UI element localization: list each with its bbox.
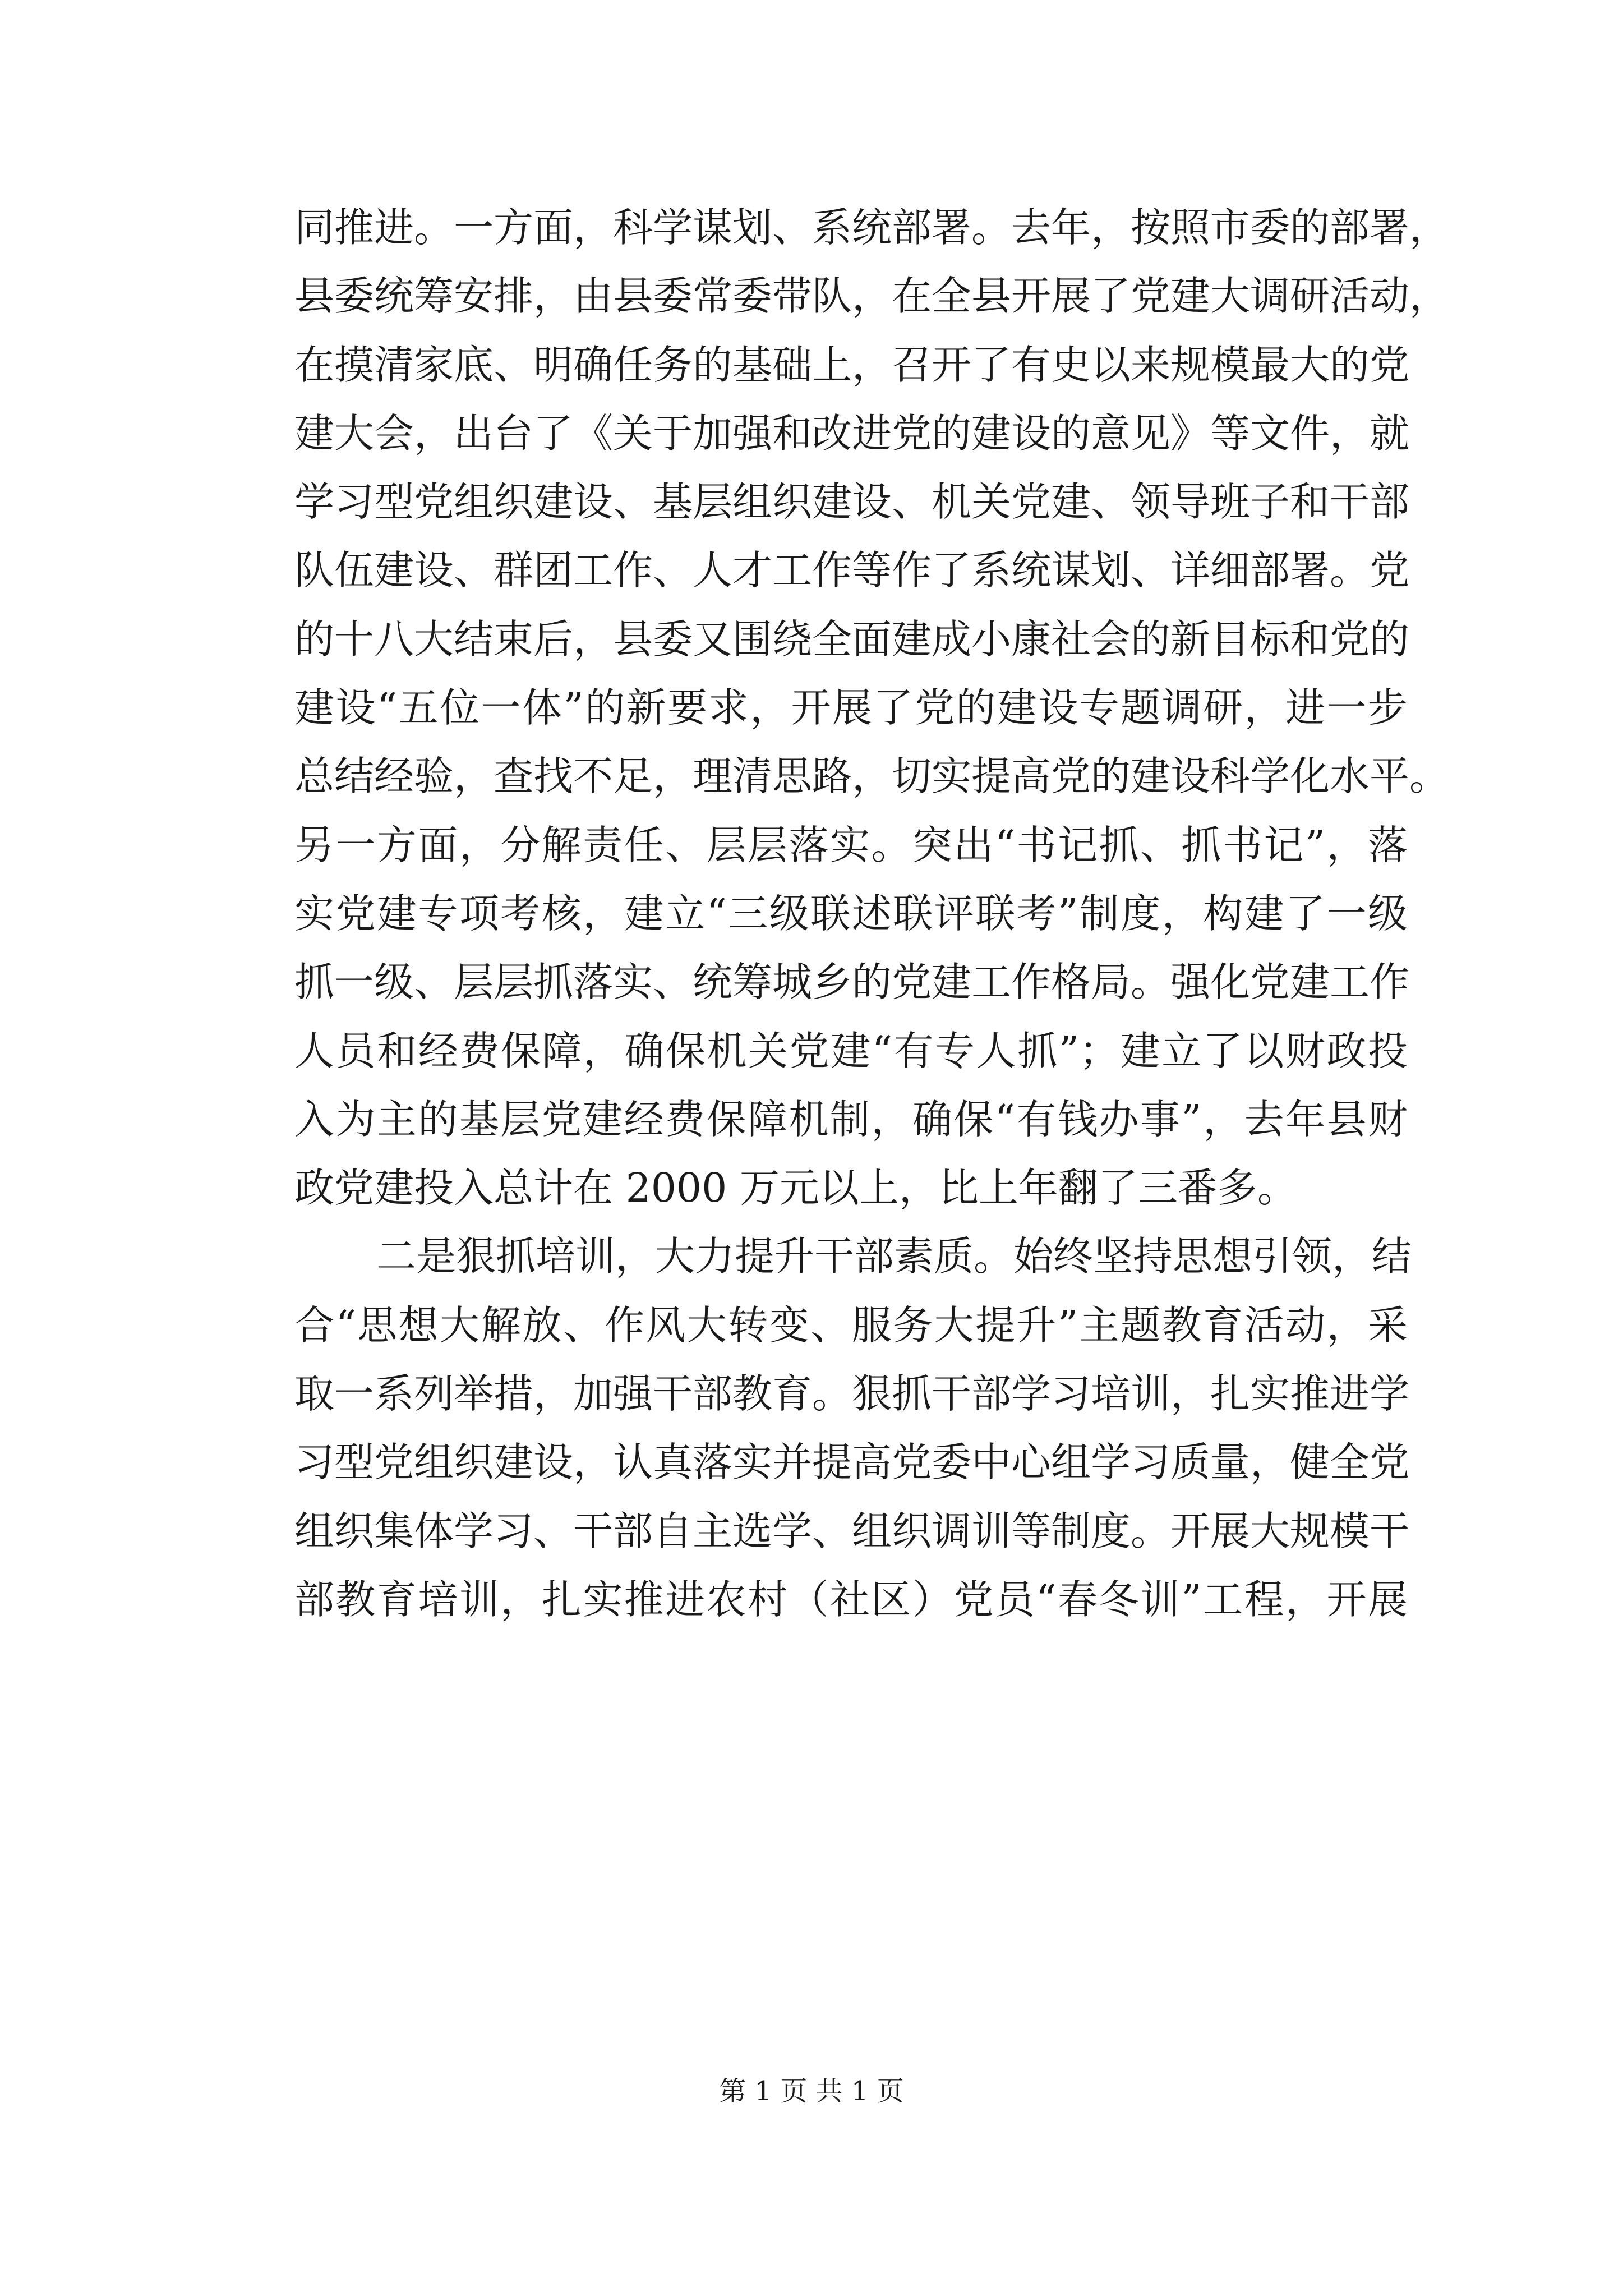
text-line-6: 队伍建设、群团工作、人才工作等作了系统谋划、详细部署。党 [294,547,1410,594]
text-line-15: 政党建投入总计在 2000 万元以上，比上年翻了三番多。 [294,1165,1297,1212]
text-line-3: 在摸清家底、明确任务的基础上，召开了有史以来规模最大的党 [294,341,1410,388]
page-footer [0,2074,1623,2108]
text-line-5: 学习型党组织建设、基层组织建设、机关党建、领导班子和干部 [294,478,1410,526]
text-line-12: 抓一级、层层抓落实、统筹城乡的党建工作格局。强化党建工作 [294,959,1410,1006]
text-line-18: 取一系列举措，加强干部教育。狠抓干部学习培训，扎实推进学 [294,1370,1410,1418]
text-line-19: 习型党组织建设，认真落实并提高党委中心组学习质量，健全党 [294,1439,1410,1486]
text-line-16: 二是狠抓培训，大力提升干部素质。始终坚持思想引领，结 [376,1233,1412,1280]
text-line-9: 总结经验，查找不足，理清思路，切实提高党的建设科学化水平。 [294,753,1450,800]
page-number-label: 第 1 页 共 1 页 [719,2076,904,2107]
text-line-13: 人员和经费保障，确保机关党建“有专人抓”；建立了以财政投 [294,1027,1408,1074]
text-line-11: 实党建专项考核，建立“三级联述联评联考”制度，构建了一级 [294,890,1408,937]
text-line-8: 建设“五位一体”的新要求，开展了党的建设专题调研，进一步 [294,684,1408,731]
text-line-10: 另一方面，分解责任、层层落实。突出“书记抓、抓书记”，落 [294,821,1408,868]
text-line-7: 的十八大结束后，县委又围绕全面建成小康社会的新目标和党的 [294,615,1410,662]
text-line-1: 同推进。一方面，科学谋划、系统部署。去年，按照市委的部署， [294,204,1450,251]
text-line-4: 建大会，出台了《关于加强和改进党的建设的意见》等文件，就 [294,409,1410,457]
text-line-2: 县委统筹安排，由县委常委带队，在全县开展了党建大调研活动， [294,273,1450,320]
document-body [294,194,1450,1634]
text-line-20: 组织集体学习、干部自主选学、组织调训等制度。开展大规模干 [294,1507,1410,1554]
text-line-21: 部教育培训，扎实推进农村（社区）党员“春冬训”工程，开展 [294,1576,1408,1623]
text-line-14: 入为主的基层党建经费保障机制，确保“有钱办事”，去年县财 [294,1096,1408,1143]
text-line-17: 合“思想大解放、作风大转变、服务大提升”主题教育活动，采 [294,1301,1408,1349]
